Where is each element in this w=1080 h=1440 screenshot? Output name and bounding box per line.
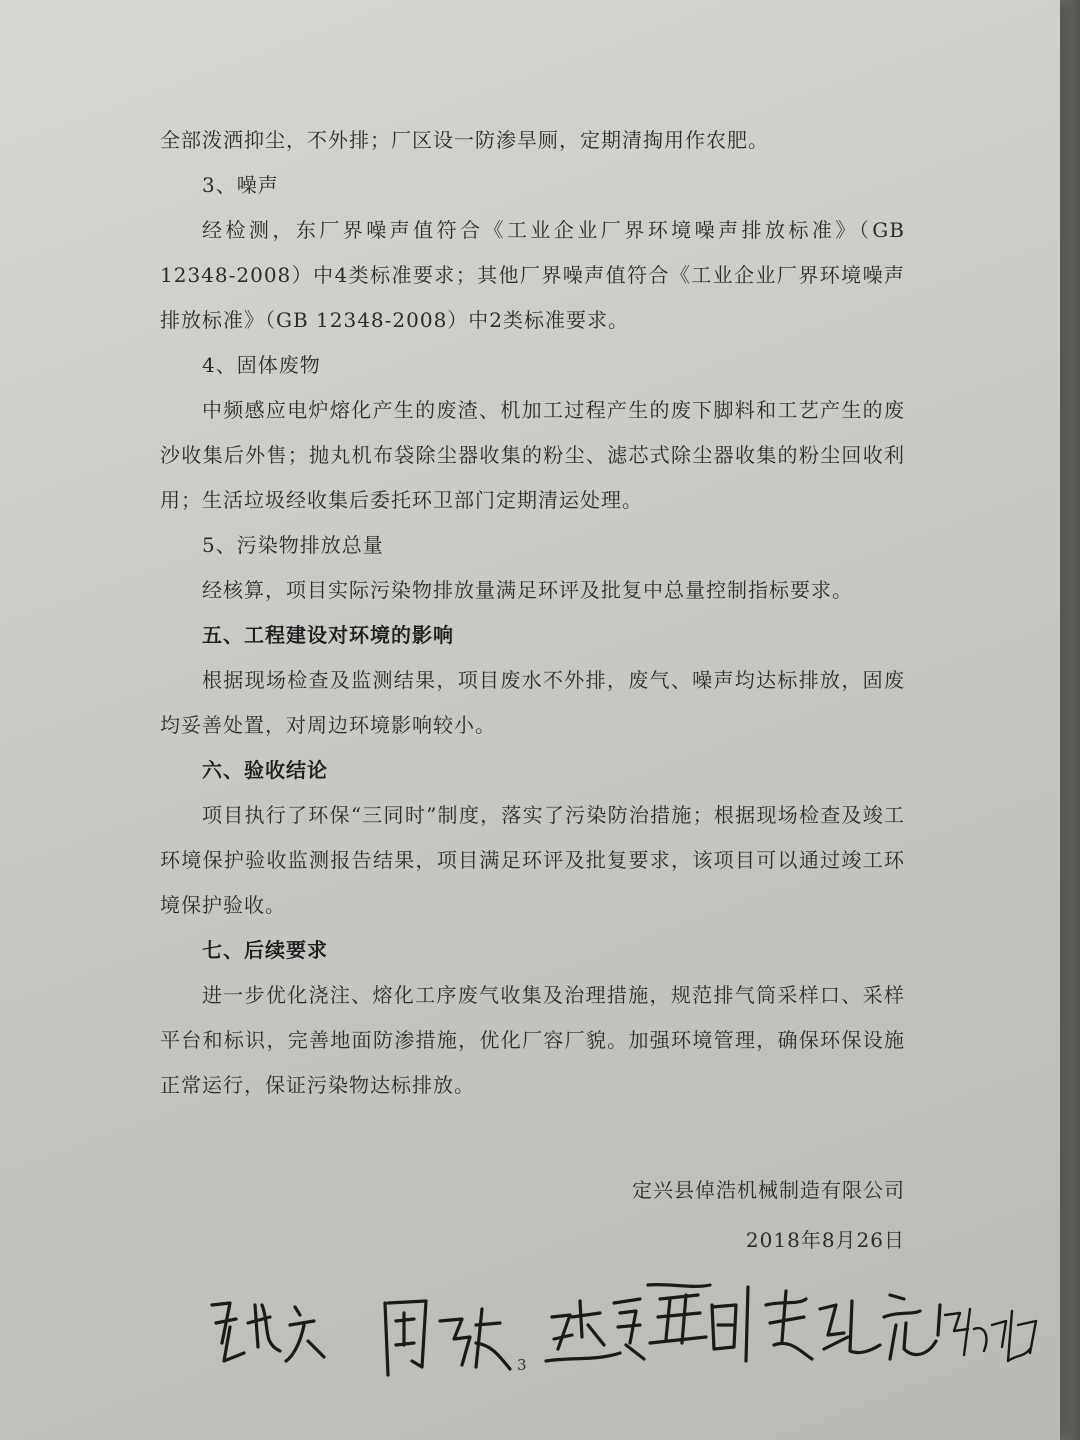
document-date: 2018年8月26日	[745, 1228, 905, 1252]
section-total-emission-title: 5、污染物排放总量	[202, 533, 384, 557]
heading-environmental-impact: 五、工程建设对环境的影响	[202, 623, 454, 647]
signature-1	[212, 1303, 324, 1361]
signature-6	[945, 1309, 1036, 1361]
section-solid-waste-body: 中频感应电炉熔化产生的废渣、机加工过程产生的废下脚料和工艺产生的废沙收集后外售；抛丸机布袋除尘器收集的粉尘、滤芯式除尘器收集的粉尘回收利用；生活垃圾经收集后委托环卫部门定期清运处理。	[160, 398, 905, 512]
continued-paragraph: 全部泼洒抑尘，不外排；厂区设一防渗旱厕，定期清掏用作农肥。	[160, 128, 769, 152]
signature-4	[648, 1285, 748, 1361]
heading-follow-up-requirements: 七、后续要求	[202, 938, 328, 962]
section-noise-title: 3、噪声	[202, 173, 279, 197]
section-solid-waste-title: 4、固体废物	[202, 353, 321, 377]
environmental-impact-body: 根据现场检查及监测结果，项目废水不外排，废气、噪声均达标排放，固废均妥善处置，对周边环境影响较小。	[160, 668, 905, 737]
handwritten-signatures	[200, 1265, 1040, 1405]
section-total-emission-body: 经核算，项目实际污染物排放量满足环评及批复中总量控制指标要求。	[202, 578, 853, 602]
heading-acceptance-conclusion: 六、验收结论	[202, 758, 328, 782]
signature-2	[385, 1301, 510, 1375]
company-name: 定兴县倬浩机械制造有限公司	[632, 1178, 905, 1202]
section-noise-body: 经检测，东厂界噪声值符合《工业企业厂界环境噪声排放标准》（GB 12348-2008）中4类标准要求；其他厂界噪声值符合《工业企业厂界环境噪声排放标准》（GB 12348-2008）中2类标准要求。	[160, 218, 905, 332]
signature-block	[560, 1165, 905, 1265]
follow-up-requirements-body: 进一步优化浇注、熔化工序废气收集及治理措施，规范排气筒采样口、采样平台和标识，完善地面防渗措施，优化厂容厂貌。加强环境管理，确保环保设施正常运行，保证污染物达标排放。	[160, 983, 905, 1097]
acceptance-conclusion-body: 项目执行了环保“三同时”制度，落实了污染防治措施；根据现场检查及竣工环境保护验收监测报告结果，项目满足环评及批复要求，该项目可以通过竣工环境保护验收。	[160, 803, 905, 917]
signature-5	[766, 1291, 940, 1359]
signature-3	[546, 1299, 644, 1361]
page-number: 3	[517, 1356, 527, 1374]
document-body	[160, 118, 905, 1108]
